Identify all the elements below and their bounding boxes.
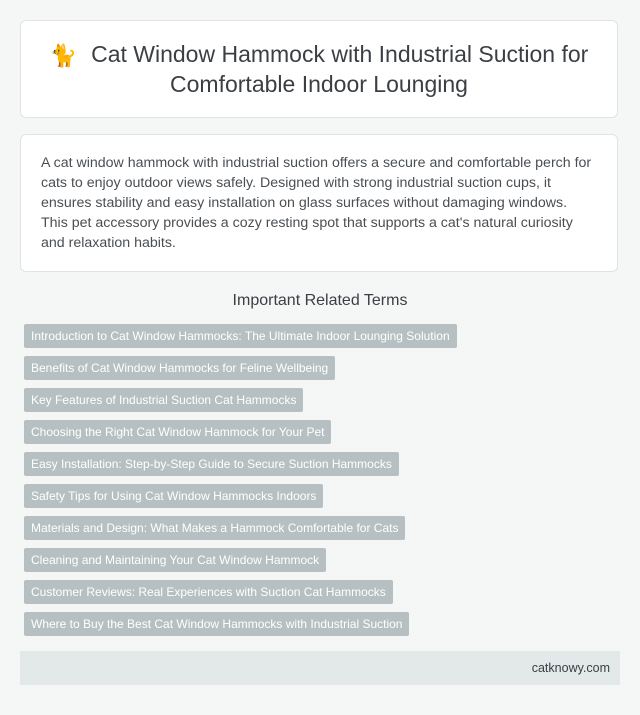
related-terms-heading: Important Related Terms [232,292,408,309]
related-term-tag[interactable]: Materials and Design: What Makes a Hammock Comfortable for Cats [24,516,405,540]
related-term-tag[interactable]: Customer Reviews: Real Experiences with Suction Cat Hammocks [24,580,393,604]
footer-site-link[interactable]: catknowy.com [531,661,610,675]
footer [20,651,620,685]
page-title [39,40,599,99]
related-term-tag[interactable]: Cleaning and Maintaining Your Cat Window Hammock [24,548,326,572]
related-term-tag[interactable]: Benefits of Cat Window Hammocks for Feline Wellbeing [24,356,335,380]
page-title-text: Cat Window Hammock with Industrial Suction for Comfortable Indoor Lounging [91,40,589,97]
cat-icon: 🐈 [49,42,78,68]
related-term-tag[interactable]: Choosing the Right Cat Window Hammock for Your Pet [24,420,331,444]
related-term-tag[interactable]: Easy Installation: Step-by-Step Guide to Secure Suction Hammocks [24,452,399,476]
description-card [20,134,618,272]
related-term-tag[interactable]: Where to Buy the Best Cat Window Hammocks with Industrial Suction [24,612,409,636]
related-terms-list [24,324,624,644]
description-text: A cat window hammock with industrial suction offers a secure and comfortable perch for cats to enjoy outdoor views safely. Designed with strong industrial suction cups, it ensures stability and easy installation on glass surfaces without damaging windows. This pet accessory provides a cozy resting spot that supports a cat's natural curiosity and relaxation habits. [41,155,592,251]
related-term-tag[interactable]: Introduction to Cat Window Hammocks: The Ultimate Indoor Lounging Solution [24,324,457,348]
related-term-tag[interactable]: Safety Tips for Using Cat Window Hammocks Indoors [24,484,323,508]
related-term-tag[interactable]: Key Features of Industrial Suction Cat Hammocks [24,388,303,412]
title-card [20,20,618,118]
